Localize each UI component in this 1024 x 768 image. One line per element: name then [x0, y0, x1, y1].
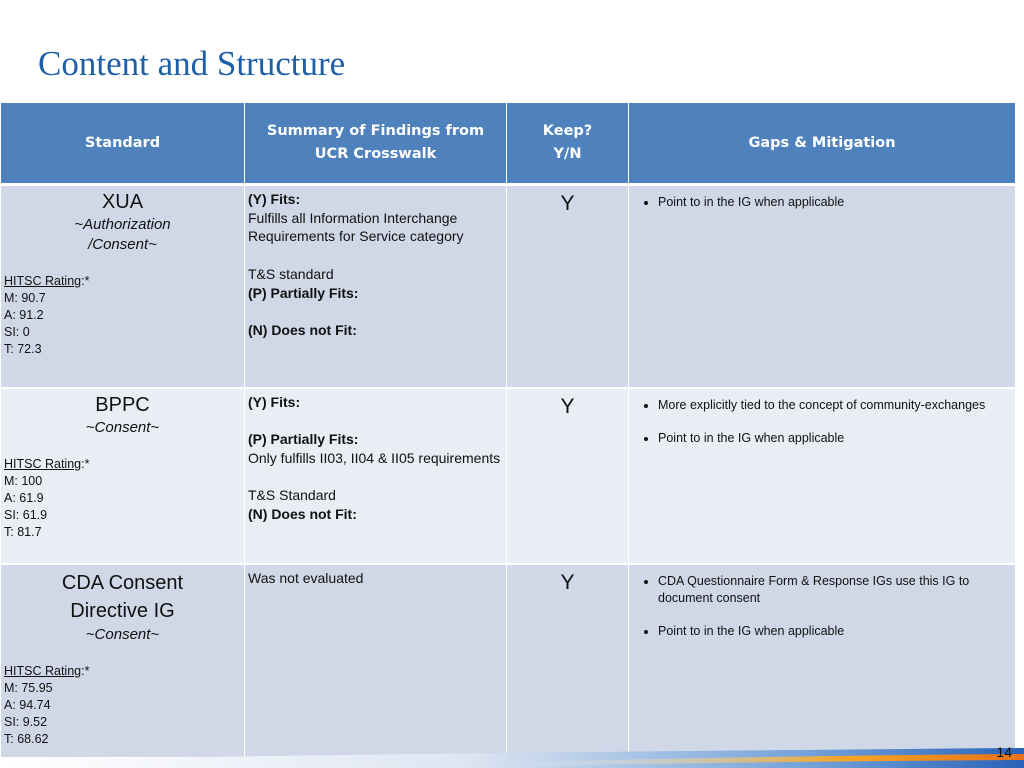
- header-standard: Standard: [1, 103, 245, 185]
- gaps-cell: [629, 185, 1016, 389]
- list-item: • Point to in the IG when applicable: [658, 623, 1012, 640]
- summary-cell: (Y) Fits: Fulfills all Information Interchange Requirements for Service category T&S standard (P) Partially Fits: (N) Does not Fit:: [245, 185, 507, 389]
- footer-swoosh-decoration: [0, 746, 1024, 768]
- standard-name: XUA: [101, 191, 144, 213]
- standard-subtitle: ~Consent~: [85, 419, 160, 436]
- gaps-cell: [629, 564, 1016, 758]
- hitsc-rating: HITSC Rating:* M: 100 A: 61.9 SI: 61.9 T: 81.7: [4, 457, 90, 539]
- summary-cell: Was not evaluated: [245, 564, 507, 758]
- hitsc-rating: HITSC Rating:* M: 90.7 A: 91.2 SI: 0 T: 72.3: [4, 274, 90, 356]
- table-row: [1, 185, 1016, 389]
- table-row: [1, 564, 1016, 758]
- standard-cell: [1, 564, 245, 758]
- page-title: Content and Structure: [38, 44, 346, 83]
- list-item: • More explicitly tied to the concept of community-exchanges: [658, 397, 1012, 414]
- standard-name: CDA Consent Directive IG: [61, 572, 184, 622]
- content-table: [0, 102, 1016, 758]
- header-keep: Keep? Y/N: [507, 103, 629, 185]
- standard-cell: [1, 388, 245, 564]
- list-item: • Point to in the IG when applicable: [658, 194, 1012, 211]
- list-item: • CDA Questionnaire Form & Response IGs use this IG to document consent: [658, 573, 1012, 607]
- hitsc-rating: HITSC Rating:* M: 75.95 A: 94.74 SI: 9.52 T: 68.62: [4, 664, 90, 746]
- keep-cell: Y: [507, 388, 629, 564]
- standard-subtitle: ~Authorization /Consent~: [74, 216, 171, 253]
- gaps-cell: [629, 388, 1016, 564]
- table-row: [1, 388, 1016, 564]
- standard-name: BPPC: [95, 394, 150, 416]
- keep-cell: Y: [507, 564, 629, 758]
- header-gaps: Gaps & Mitigation: [629, 103, 1016, 185]
- standard-cell: [1, 185, 245, 389]
- table-header-row: [1, 103, 1016, 185]
- list-item: • Point to in the IG when applicable: [658, 430, 1012, 447]
- header-summary: Summary of Findings from UCR Crosswalk: [245, 103, 507, 185]
- summary-cell: (Y) Fits: (P) Partially Fits: Only fulfills II03, II04 & II05 requirements T&S Standard (N) Does not Fit:: [245, 388, 507, 564]
- standard-subtitle: ~Consent~: [85, 626, 160, 643]
- page-number: 14: [996, 744, 1012, 760]
- keep-cell: Y: [507, 185, 629, 389]
